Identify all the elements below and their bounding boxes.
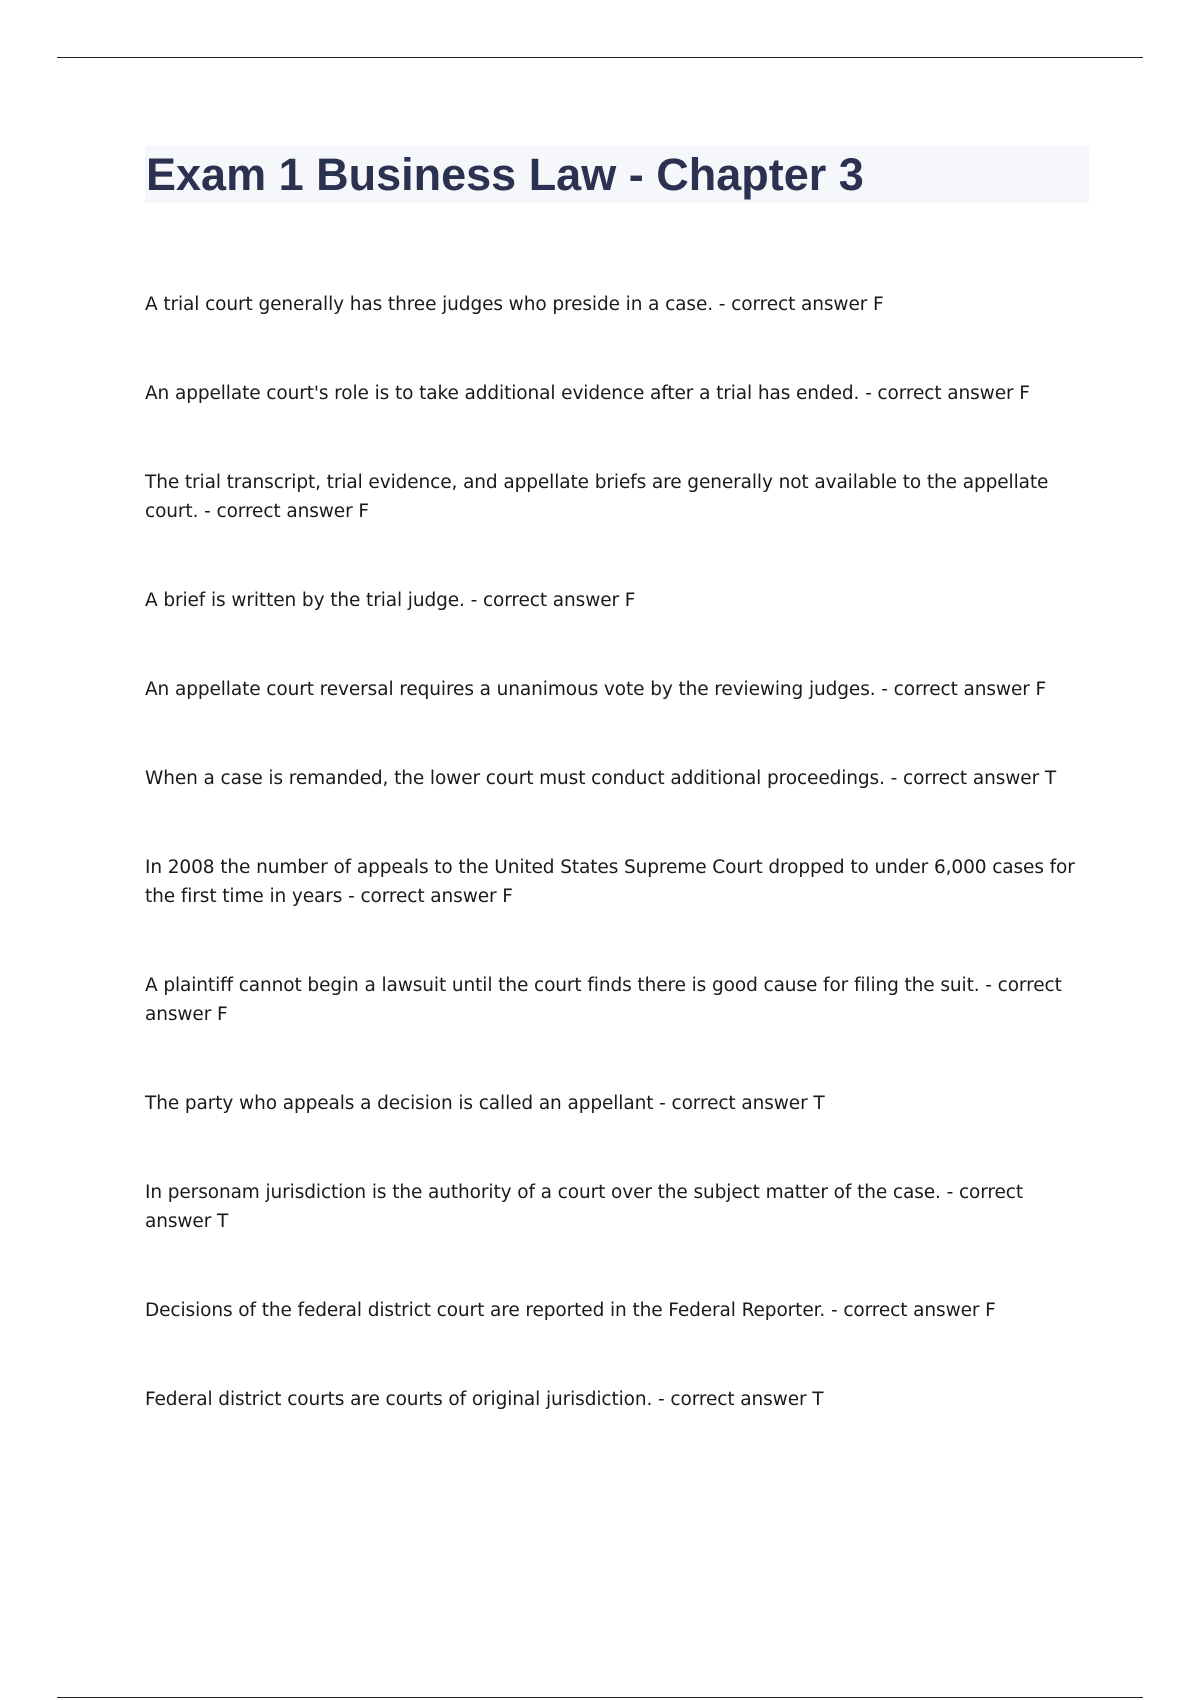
question-item: In 2008 the number of appeals to the United States Supreme Court dropped to under 6,000 cases for the first time in years - correct answer F [145,857,1075,907]
top-rule [57,57,1143,58]
title-block [145,146,1089,203]
bottom-rule [57,1697,1143,1698]
question-item: A plaintiff cannot begin a lawsuit until the court finds there is good cause for filing the suit. - correct answer F [145,975,1062,1025]
question-item: A brief is written by the trial judge. - correct answer F [145,590,636,611]
question-item: An appellate court's role is to take additional evidence after a trial has ended. - correct answer F [145,383,1030,404]
question-item: The trial transcript, trial evidence, and appellate briefs are generally not available to the appellate court. - correct answer F [145,472,1049,522]
question-item: When a case is remanded, the lower court must conduct additional proceedings. - correct answer T [145,768,1057,789]
question-item: The party who appeals a decision is called an appellant - correct answer T [145,1093,825,1114]
question-item: In personam jurisdiction is the authority of a court over the subject matter of the case. - correct answer T [145,1182,1024,1232]
page-title: Exam 1 Business Law - Chapter 3 [146,149,864,200]
question-item: An appellate court reversal requires a unanimous vote by the reviewing judges. - correct answer F [145,679,1047,700]
question-list [145,290,1090,1414]
question-item: Federal district courts are courts of original jurisdiction. - correct answer T [145,1389,824,1410]
question-item: A trial court generally has three judges who preside in a case. - correct answer F [145,294,884,315]
question-item: Decisions of the federal district court are reported in the Federal Reporter. - correct answer F [145,1300,996,1321]
